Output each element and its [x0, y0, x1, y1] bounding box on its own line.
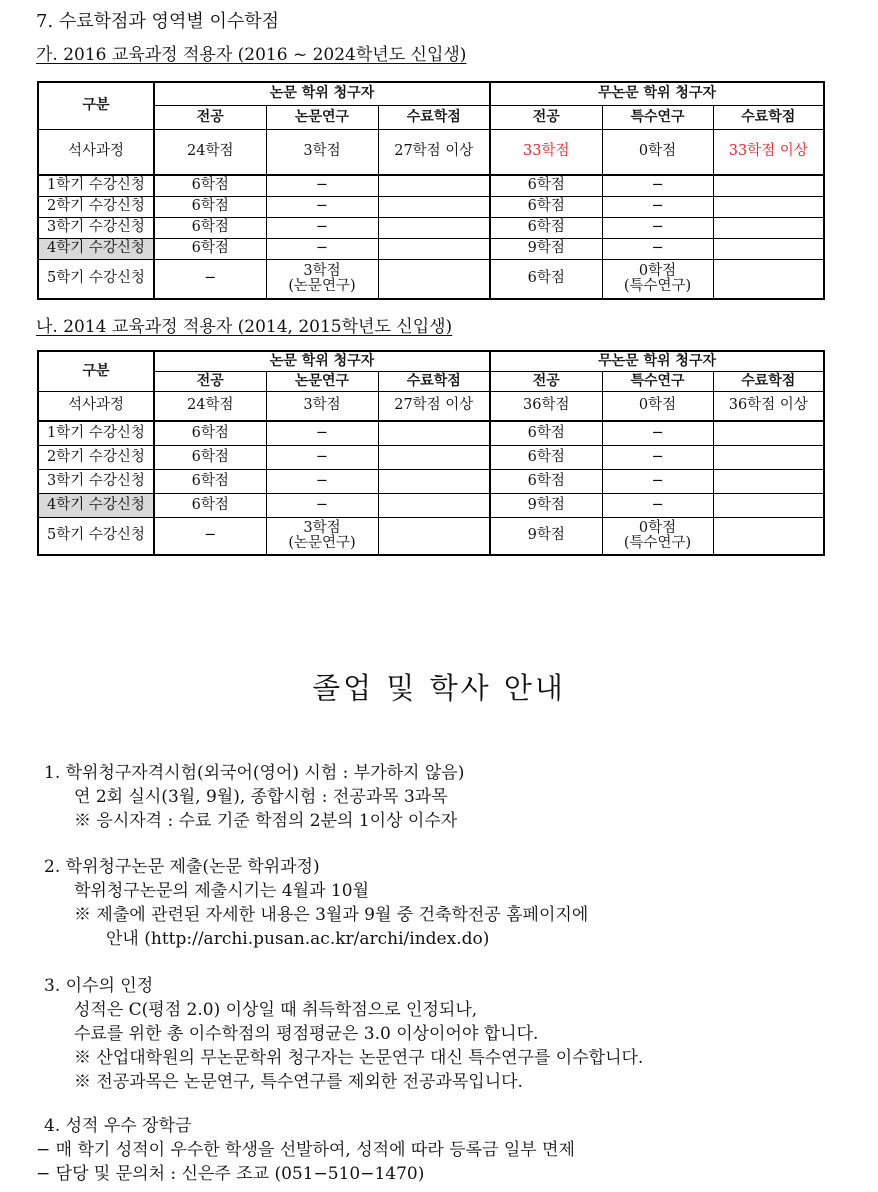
header-major: 전공 — [490, 105, 602, 129]
table-a-subtitle: 가. 2016 교육과정 적용자 (2016 ~ 2024학년도 신입생) — [36, 45, 467, 65]
header-completion: 수료학점 — [378, 105, 490, 129]
table-row — [38, 493, 824, 517]
cell-thesis-total — [378, 238, 490, 259]
header-major: 전공 — [154, 371, 266, 391]
cell-nonthesis-major: 6학점 — [490, 196, 602, 217]
cell-thesis-major: − — [154, 259, 266, 299]
cell-nonthesis-total — [713, 517, 824, 555]
section-heading: 7. 수료학점과 영역별 이수학점 — [36, 11, 279, 32]
guide-line: 수료를 위한 총 이수학점의 평점평균은 3.0 이상이어야 합니다. — [74, 1024, 539, 1044]
cell-thesis-total — [378, 421, 490, 445]
cell-thesis-total — [378, 217, 490, 238]
header-completion: 수료학점 — [713, 371, 824, 391]
cell-thesis-research: − — [266, 238, 378, 259]
table-row — [38, 445, 824, 469]
cell-thesis-research: − — [266, 493, 378, 517]
cell-nonthesis-major: 6학점 — [490, 469, 602, 493]
cell-nonthesis-total — [713, 421, 824, 445]
cell-thesis-major: 6학점 — [154, 469, 266, 493]
cell-nonthesis-special: − — [602, 469, 713, 493]
guide-item-3 — [44, 974, 643, 1094]
cell-thesis-research: − — [266, 175, 378, 196]
cell-note: (특수연구) — [623, 277, 692, 294]
cell-thesis-major: 6학점 — [154, 196, 266, 217]
guide-line: ※ 응시자격 : 수료 기준 학점의 2분의 1이상 이수자 — [74, 811, 458, 831]
summary-thesis-research: 3학점 — [266, 391, 378, 421]
cell-nonthesis-major: 9학점 — [490, 493, 602, 517]
summary-nonthesis-total: 36학점 이상 — [713, 391, 824, 421]
guide-item-2 — [44, 855, 588, 951]
cell-nonthesis-special: − — [602, 493, 713, 517]
header-major: 전공 — [154, 105, 266, 129]
cell-thesis-total — [378, 445, 490, 469]
cell-nonthesis-major: 9학점 — [490, 238, 602, 259]
row-label: 2학기 수강신청 — [38, 196, 154, 217]
cell-nonthesis-special: − — [602, 421, 713, 445]
header-nonthesis-group: 무논문 학위 청구자 — [490, 82, 824, 105]
cell-nonthesis-special — [602, 517, 713, 555]
summary-nonthesis-special: 0학점 — [602, 129, 713, 175]
guide-line: 3. 이수의 인정 — [44, 976, 154, 996]
cell-thesis-major: 6학점 — [154, 421, 266, 445]
cell-nonthesis-total — [713, 259, 824, 299]
cell-thesis-research: − — [266, 469, 378, 493]
cell-nonthesis-total — [713, 445, 824, 469]
cell-thesis-research: − — [266, 196, 378, 217]
cell-nonthesis-special: − — [602, 175, 713, 196]
cell-note: (논문연구) — [288, 534, 356, 551]
cell-thesis-major: 6학점 — [154, 493, 266, 517]
row-label: 1학기 수강신청 — [38, 421, 154, 445]
cell-value: 3학점 — [303, 262, 341, 279]
cell-thesis-total — [378, 196, 490, 217]
header-completion: 수료학점 — [713, 105, 824, 129]
table-row — [38, 175, 824, 196]
row-label: 5학기 수강신청 — [38, 517, 154, 555]
guide-line: 연 2회 실시(3월, 9월), 종합시험 : 전공과목 3과목 — [74, 787, 448, 807]
header-major: 전공 — [490, 371, 602, 391]
cell-nonthesis-total — [713, 469, 824, 493]
cell-nonthesis-major: 6학점 — [490, 175, 602, 196]
table-row — [38, 196, 824, 217]
summary-thesis-research: 3학점 — [266, 129, 378, 175]
cell-value: 0학점 — [638, 519, 677, 536]
guide-title: 졸업 및 학사 안내 — [312, 671, 566, 705]
guide-line: ※ 산업대학원의 무논문학위 청구자는 논문연구 대신 특수연구를 이수합니다. — [74, 1048, 644, 1068]
table-row — [38, 469, 824, 493]
row-label: 2학기 수강신청 — [38, 445, 154, 469]
cell-nonthesis-total — [713, 493, 824, 517]
guide-line: 1. 학위청구자격시험(외국어(영어) 시험 : 부가하지 않음) — [44, 763, 465, 783]
cell-thesis-total — [378, 175, 490, 196]
summary-thesis-major: 24학점 — [154, 391, 266, 421]
cell-nonthesis-total — [713, 217, 824, 238]
guide-line: ※ 제출에 관련된 자세한 내용은 3월과 9월 중 건축학전공 홈페이지에 — [74, 905, 589, 925]
guide-line: − 담당 및 문의처 : 신은주 조교 (051−510−1470) — [36, 1164, 425, 1184]
summary-thesis-total: 27학점 이상 — [378, 129, 490, 175]
summary-nonthesis-total: 33학점 이상 — [713, 129, 824, 175]
cell-nonthesis-major: 6학점 — [490, 421, 602, 445]
guide-line: 성적은 C(평점 2.0) 이상일 때 취득학점으로 인정되나, — [74, 1000, 478, 1020]
header-nonthesis-group: 무논문 학위 청구자 — [490, 351, 824, 371]
cell-thesis-total — [378, 469, 490, 493]
cell-thesis-total — [378, 493, 490, 517]
table-row — [38, 217, 824, 238]
cell-nonthesis-total — [713, 175, 824, 196]
cell-thesis-research: − — [266, 445, 378, 469]
row-label: 3학기 수강신청 — [38, 217, 154, 238]
header-gubun: 구분 — [38, 82, 154, 129]
cell-note: (특수연구) — [623, 534, 692, 551]
cell-thesis-research: − — [266, 217, 378, 238]
cell-thesis-research — [266, 517, 378, 555]
guide-line: 4. 성적 우수 장학금 — [44, 1116, 192, 1136]
summary-nonthesis-major: 36학점 — [490, 391, 602, 421]
table-b-subtitle: 나. 2014 교육과정 적용자 (2014, 2015학년도 신입생) — [36, 317, 453, 337]
cell-nonthesis-major: 9학점 — [490, 517, 602, 555]
guide-line: − 매 학기 성적이 우수한 학생을 선발하여, 성적에 따라 등록금 일부 면제 — [36, 1140, 575, 1160]
cell-value: 3학점 — [303, 519, 341, 536]
summary-nonthesis-special: 0학점 — [602, 391, 713, 421]
guide-line: ※ 전공과목은 논문연구, 특수연구를 제외한 전공과목입니다. — [74, 1072, 523, 1092]
summary-thesis-major: 24학점 — [154, 129, 266, 175]
cell-nonthesis-major: 6학점 — [490, 217, 602, 238]
cell-thesis-major: 6학점 — [154, 445, 266, 469]
cell-thesis-major: 6학점 — [154, 217, 266, 238]
cell-thesis-total — [378, 259, 490, 299]
cell-nonthesis-special: − — [602, 196, 713, 217]
cell-thesis-major: − — [154, 517, 266, 555]
cell-thesis-major: 6학점 — [154, 238, 266, 259]
cell-thesis-research: − — [266, 421, 378, 445]
row-label: 3학기 수강신청 — [38, 469, 154, 493]
summary-thesis-total: 27학점 이상 — [378, 391, 490, 421]
guide-item-4 — [36, 1114, 575, 1186]
table-row — [38, 517, 824, 555]
row-label: 5학기 수강신청 — [38, 259, 154, 299]
cell-note: (논문연구) — [288, 277, 356, 294]
table-row — [38, 238, 824, 259]
cell-thesis-major: 6학점 — [154, 175, 266, 196]
cell-thesis-research — [266, 259, 378, 299]
cell-nonthesis-total — [713, 238, 824, 259]
row-label: 4학기 수강신청 — [38, 493, 154, 517]
guide-item-1 — [44, 761, 464, 833]
header-thesis-research: 논문연구 — [266, 371, 378, 391]
summary-nonthesis-major: 33학점 — [490, 129, 602, 175]
cell-nonthesis-special: − — [602, 238, 713, 259]
summary-label: 석사과정 — [38, 391, 154, 421]
header-completion: 수료학점 — [378, 371, 490, 391]
cell-nonthesis-special — [602, 259, 713, 299]
header-special-research: 특수연구 — [602, 105, 713, 129]
table-row — [38, 259, 824, 299]
row-label: 4학기 수강신청 — [38, 238, 154, 259]
table-row — [38, 421, 824, 445]
cell-thesis-total — [378, 517, 490, 555]
guide-line: 안내 (http://archi.pusan.ac.kr/archi/index.do) — [106, 929, 490, 949]
cell-value: 0학점 — [638, 262, 677, 279]
cell-nonthesis-major: 6학점 — [490, 445, 602, 469]
table-b — [37, 350, 825, 556]
guide-line: 2. 학위청구논문 제출(논문 학위과정) — [44, 857, 320, 877]
row-label: 1학기 수강신청 — [38, 175, 154, 196]
table-a — [37, 81, 825, 300]
header-gubun: 구분 — [38, 351, 154, 391]
summary-label: 석사과정 — [38, 129, 154, 175]
cell-nonthesis-major: 6학점 — [490, 259, 602, 299]
guide-line: 학위청구논문의 제출시기는 4월과 10월 — [74, 881, 369, 901]
cell-nonthesis-special: − — [602, 217, 713, 238]
header-thesis-group: 논문 학위 청구자 — [154, 351, 490, 371]
header-thesis-research: 논문연구 — [266, 105, 378, 129]
cell-nonthesis-special: − — [602, 445, 713, 469]
header-special-research: 특수연구 — [602, 371, 713, 391]
header-thesis-group: 논문 학위 청구자 — [154, 82, 490, 105]
cell-nonthesis-total — [713, 196, 824, 217]
